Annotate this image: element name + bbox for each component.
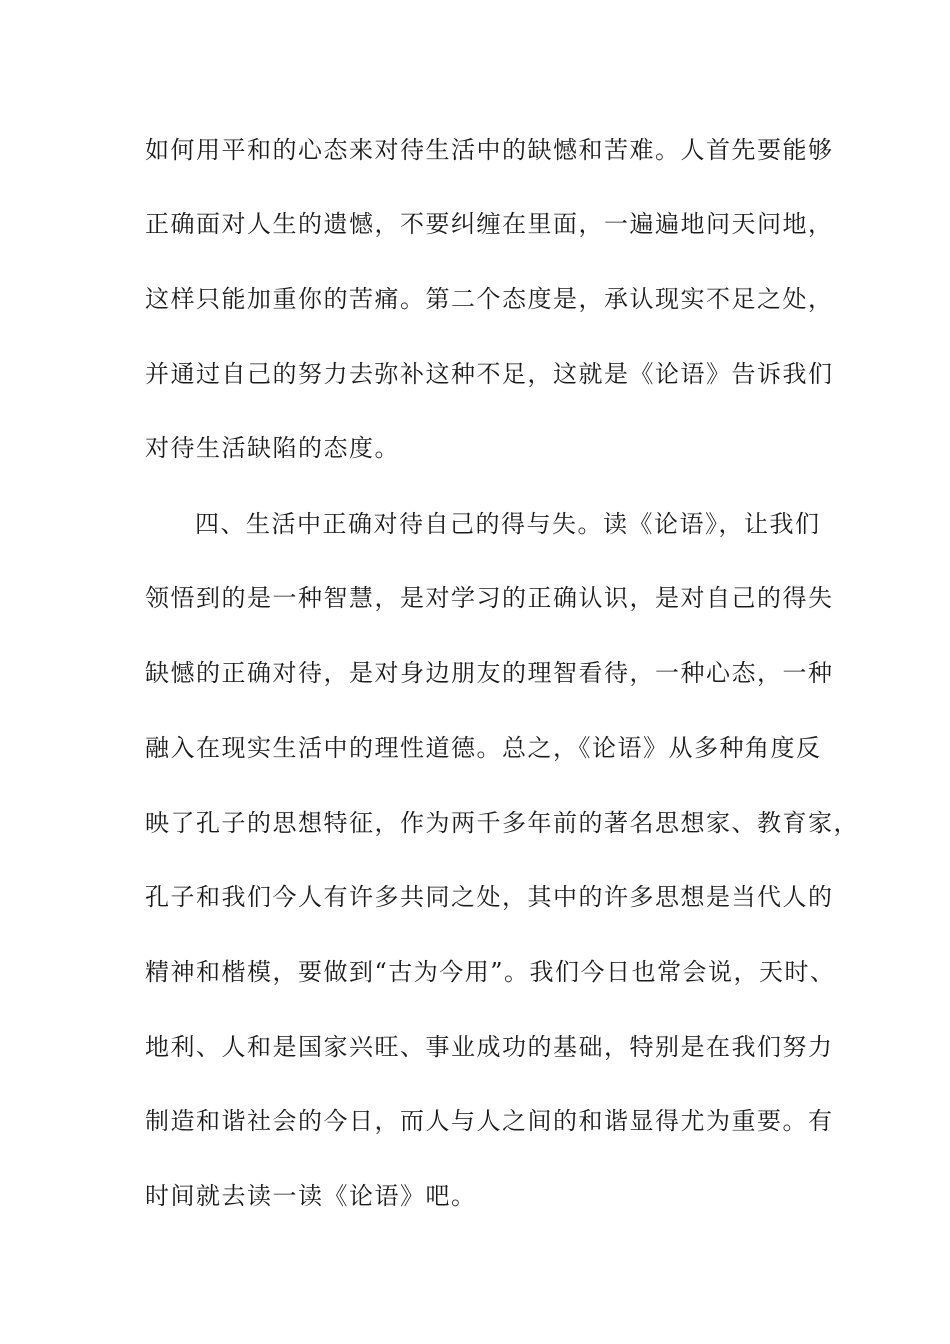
text-line: 制造和谐社会的今日，而人与人之间的和谐显得尤为重要。有 [145, 1107, 834, 1135]
text-line: 地利、人和是国家兴旺、事业成功的基础，特别是在我们努力 [145, 1033, 834, 1061]
text-line: 孔子和我们今人有许多共同之处，其中的许多思想是当代人的 [145, 883, 834, 911]
text-line: 四、生活中正确对待自己的得与失。读《论语》，让我们 [195, 510, 821, 538]
text-line: 时间就去读一读《论语》吧。 [145, 1182, 477, 1210]
text-line: 精神和楷模，要做到“古为今用”。我们今日也常会说，天时、 [145, 958, 836, 986]
text-line: 对待生活缺陷的态度。 [145, 434, 400, 462]
text-line: 并通过自己的努力去弥补这种不足，这就是《论语》告诉我们 [145, 360, 834, 388]
text-line: 如何用平和的心态来对待生活中的缺憾和苦难。人首先要能够 [145, 136, 834, 164]
text-line: 这样只能加重你的苦痛。第二个态度是，承认现实不足之处， [145, 285, 834, 313]
text-line: 映了孔子的思想特征，作为两千多年前的著名思想家、教育家， [145, 809, 859, 837]
text-line: 领悟到的是一种智慧，是对学习的正确认识，是对自己的得失 [145, 584, 834, 612]
text-line: 正确面对人生的遗憾，不要纠缠在里面，一遍遍地问天问地， [145, 210, 834, 238]
text-line: 缺憾的正确对待，是对身边朋友的理智看待，一种心态，一种 [145, 659, 834, 687]
text-line: 融入在现实生活中的理性道德。总之，《论语》从多种角度反 [145, 734, 822, 762]
